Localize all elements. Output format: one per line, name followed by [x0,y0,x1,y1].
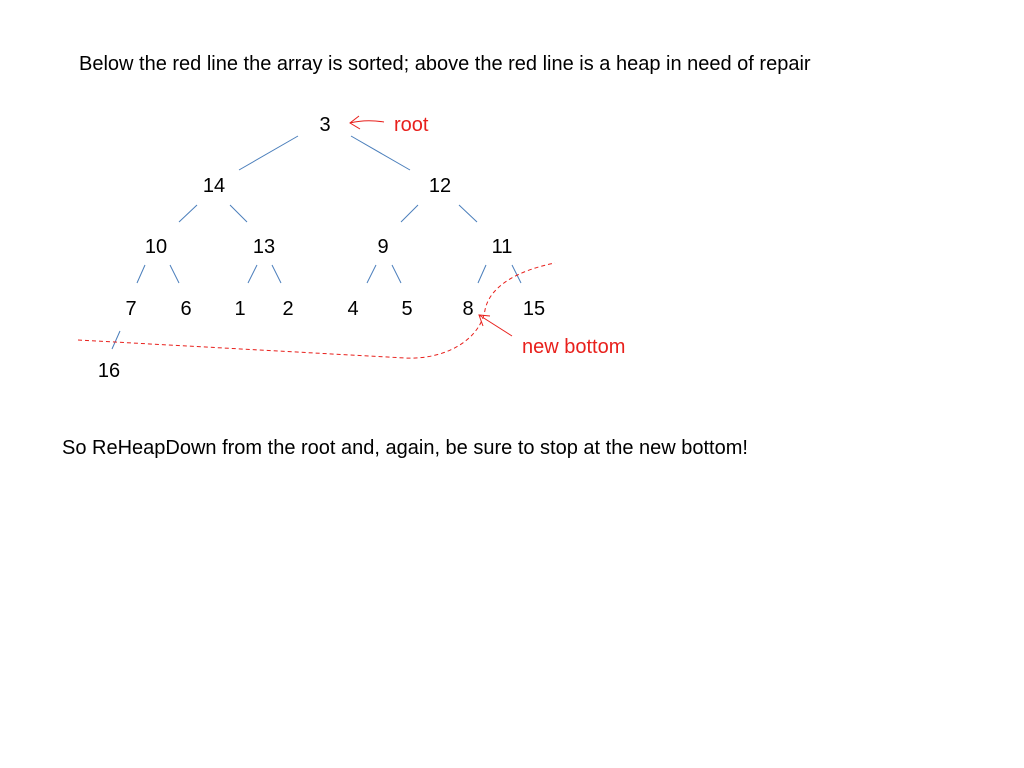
slide-heading: Below the red line the array is sorted; above the red line is a heap in need of repair [79,53,811,75]
new-bottom-arrow-shaft [479,315,512,336]
edge-10-7 [137,265,145,283]
sorted-boundary-line [78,263,555,358]
tree-node: 10 [144,236,168,258]
tree-node: 9 [377,236,389,258]
edge-13-1 [248,265,257,283]
tree-node: 12 [428,175,452,197]
tree-node: 13 [252,236,276,258]
root-arrow [350,114,429,136]
tree-node: 7 [125,298,137,320]
edge-3-14 [239,136,298,170]
tree-node: 6 [180,298,192,320]
edge-10-6 [170,265,179,283]
tree-node: 14 [202,175,226,197]
root-arrow-shaft [350,121,384,123]
tree-node-new-bottom: 8 [462,298,474,320]
edge-14-13 [230,205,247,222]
edge-3-12 [351,136,410,170]
edge-9-4 [367,265,376,283]
edge-14-10 [179,205,197,222]
new-bottom-arrow [479,315,625,358]
edge-11-15 [512,265,521,283]
tree-node: 16 [97,360,121,382]
edge-9-5 [392,265,401,283]
tree-node: 5 [401,298,413,320]
new-bottom-label: new bottom [522,336,626,358]
tree-edges [112,136,521,349]
tree-node: 1 [234,298,246,320]
edge-12-11 [459,205,477,222]
tree-node: 2 [282,298,294,320]
edge-11-8 [478,265,486,283]
edge-12-9 [401,205,418,222]
tree-nodes [98,114,545,382]
tree-node: 11 [491,236,513,258]
slide-footer-text: So ReHeapDown from the root and, again, be sure to stop at the new bottom! [62,437,748,459]
tree-node: 4 [347,298,359,320]
edge-13-2 [272,265,281,283]
tree-node: 15 [522,298,546,320]
edge-7-16 [112,331,120,349]
tree-node-root: 3 [319,114,331,136]
root-label: root [394,114,429,136]
